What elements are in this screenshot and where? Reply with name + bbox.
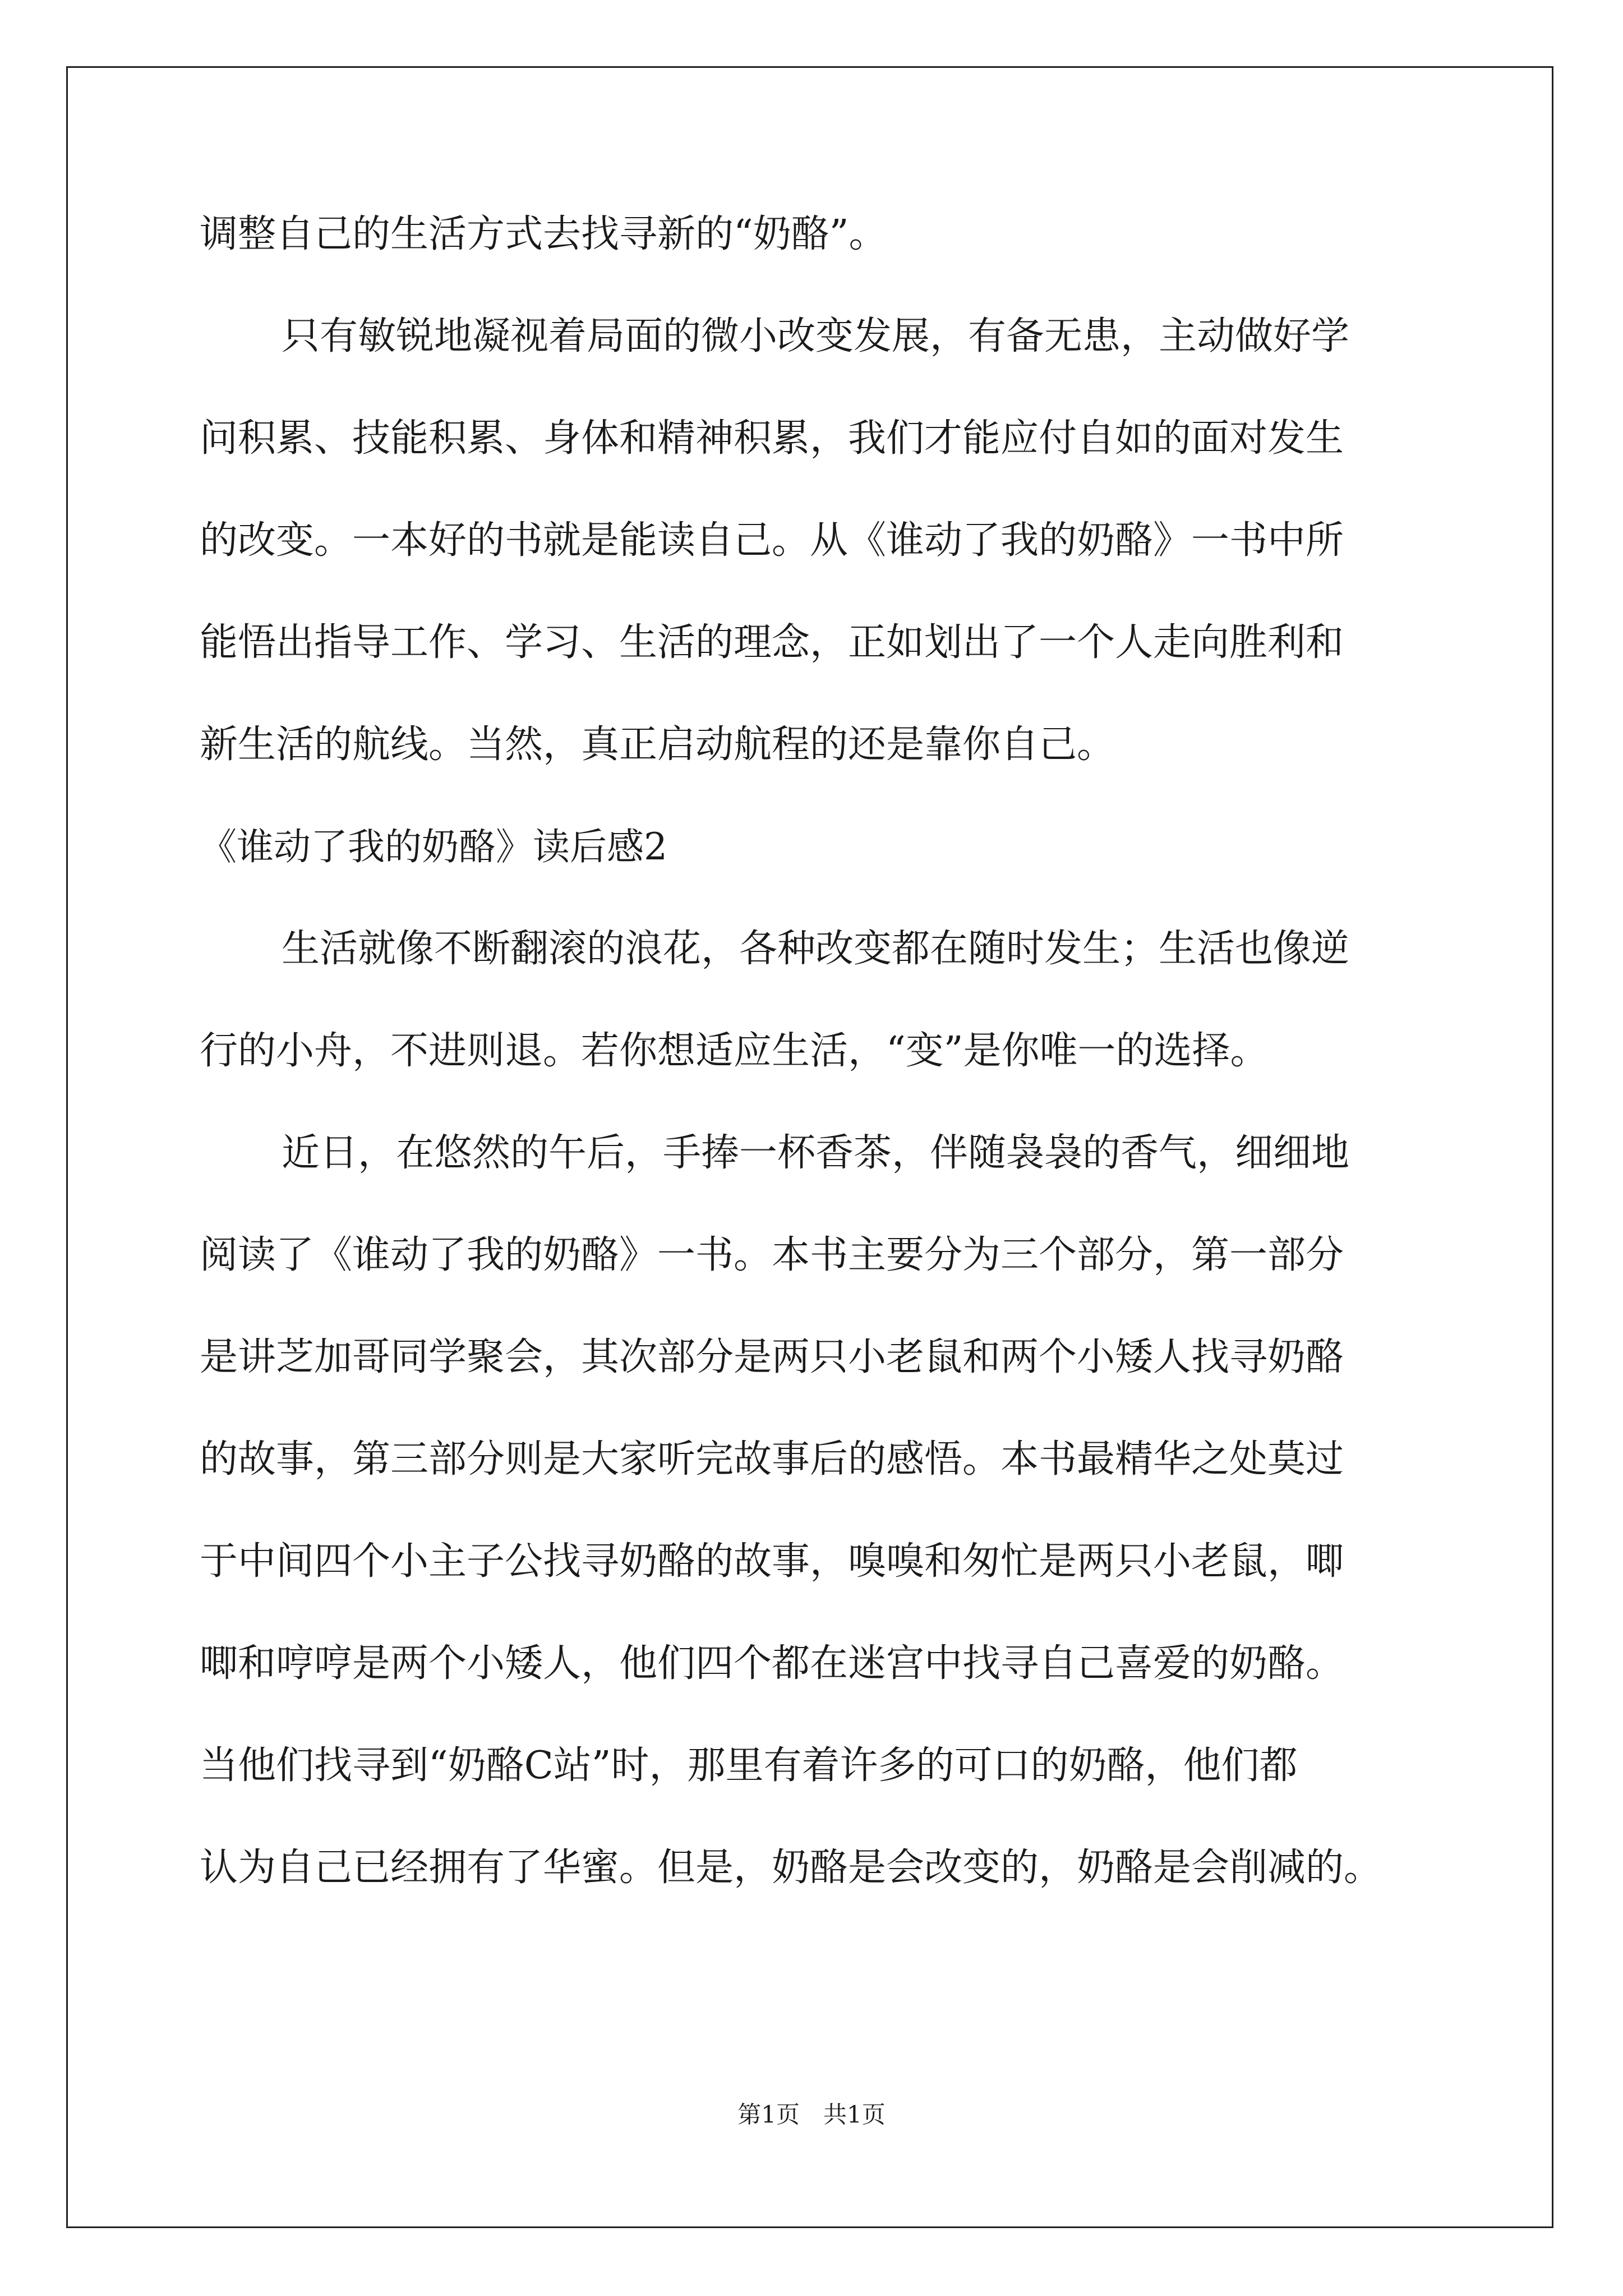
paragraph-line: 的故事，第三部分则是大家听完故事后的感悟。本书最精华之处莫过 xyxy=(200,1437,1344,1481)
paragraph-line: 阅读了《谁动了我的奶酪》一书。本书主要分为三个部分，第一部分 xyxy=(200,1233,1344,1277)
section-title: 《谁动了我的奶酪》读后感2 xyxy=(200,825,667,868)
paragraph-line: 近日，在悠然的午后，手捧一杯香茶，伴随袅袅的香气，细细地 xyxy=(282,1131,1350,1175)
paragraph-line: 只有敏锐地凝视着局面的微小改变发展，有备无患，主动做好学 xyxy=(282,314,1350,358)
paragraph-line: 于中间四个小主子公找寻奶酪的故事，嗅嗅和匆忙是两只小老鼠，唧 xyxy=(200,1539,1344,1584)
paragraph-line: 问积累、技能积累、身体和精神积累，我们才能应付自如的面对发生 xyxy=(200,416,1344,461)
paragraph-line: 的改变。一本好的书就是能读自己。从《谁动了我的奶酪》一书中所 xyxy=(200,518,1344,563)
paragraph-line: 生活就像不断翻滚的浪花，各种改变都在随时发生；生活也像逆 xyxy=(282,927,1350,971)
paragraph-line: 认为自己已经拥有了华蜜。但是，奶酪是会改变的，奶酪是会削减的。 xyxy=(200,1846,1382,1890)
paragraph-line: 能悟出指导工作、学习、生活的理念，正如划出了一个人走向胜利和 xyxy=(200,620,1344,665)
paragraph-line: 新生活的航线。当然，真正启动航程的还是靠你自己。 xyxy=(200,723,1115,767)
paragraph-line: 唧和哼哼是两个小矮人，他们四个都在迷宫中找寻自己喜爱的奶酪。 xyxy=(200,1641,1344,1686)
paragraph-line: 行的小舟，不进则退。若你想适应生活，“变”是你唯一的选择。 xyxy=(200,1029,1269,1073)
paragraph-line: 是讲芝加哥同学聚会，其次部分是两只小老鼠和两个小矮人找寻奶酪 xyxy=(200,1335,1344,1379)
paragraph-line: 当他们找寻到“奶酪C站”时，那里有着许多的可口的奶酪，他们都 xyxy=(200,1743,1298,1788)
paragraph-line: 调整自己的生活方式去找寻新的“奶酪”。 xyxy=(200,212,887,256)
page-number: 第1页 共1页 xyxy=(737,2101,886,2128)
